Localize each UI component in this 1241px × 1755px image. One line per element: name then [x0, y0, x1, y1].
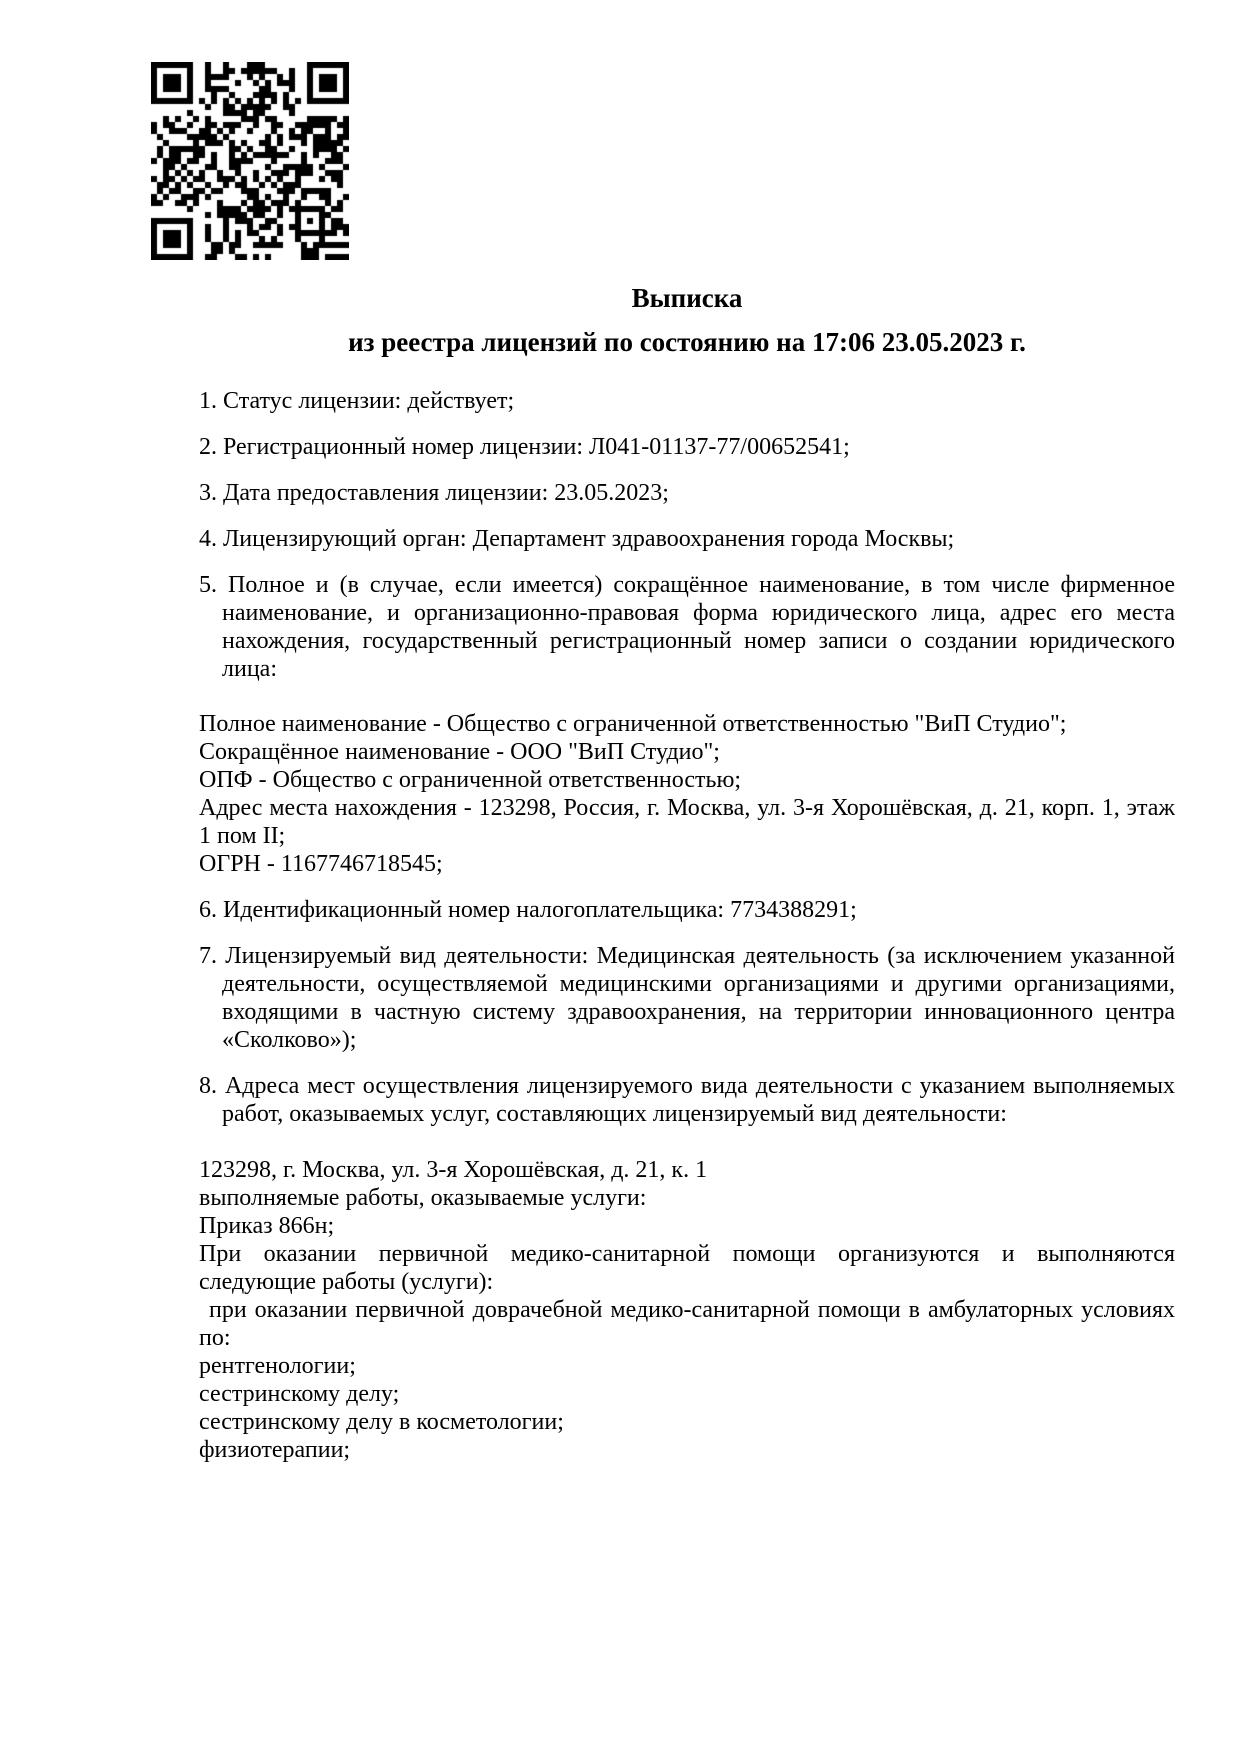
org-address: Адрес места нахождения - 123298, Россия, г. Москва, ул. 3-я Хорошёвская, д. 21, корп. 1, этаж 1 пом II; — [199, 795, 1175, 849]
item-text: Регистрационный номер лицензии: Л041-01137-77/00652541; — [223, 434, 850, 460]
org-legal-form: ОПФ - Общество с ограниченной ответственностью; — [199, 767, 742, 793]
license-item-authority — [199, 525, 1175, 553]
service-item-physiotherapy: физиотерапии; — [199, 1437, 351, 1463]
license-item-inn — [199, 896, 1175, 924]
order-866n: Приказ 866н; — [199, 1213, 335, 1239]
org-short-name: Сокращённое наименование - ООО "ВиП Студио"; — [199, 739, 720, 765]
item-number: 1. — [199, 388, 217, 414]
license-item-status — [199, 387, 1175, 415]
item-text: Полное и (в случае, если имеется) сокращённое наименование, в том числе фирменное наименование, и организационно-правовая форма юридического лица, адрес его места нахождения, государственный регистрационный номер записи о создании юридического лица: — [222, 572, 1176, 682]
item-text: Адреса мест осуществления лицензируемого вида деятельности с указанием выполняемых работ, оказываемых услуг, составляющих лицензируемый вид деятельности: — [222, 1073, 1175, 1127]
document-title: Выписка — [631, 283, 743, 313]
pre-medical-paragraph: при оказании первичной доврачебной медико-санитарной помощи в амбулаторных условиях по: — [199, 1297, 1175, 1351]
document-content — [199, 0, 1175, 1464]
activity-address: 123298, г. Москва, ул. 3-я Хорошёвская, д. 21, к. 1 — [199, 1157, 708, 1183]
service-item-radiology: рентгенологии; — [199, 1353, 356, 1379]
license-item-reg-number — [199, 433, 1175, 461]
document-subtitle: из реестра лицензий по состоянию на 17:06 23.05.2023 г. — [348, 327, 1026, 357]
item-number: 6. — [199, 897, 217, 923]
license-item-name-heading — [199, 571, 1175, 683]
license-item-grant-date — [199, 479, 1175, 507]
item-number: 8. — [199, 1073, 217, 1099]
org-ogrn: ОГРН - 1167746718545; — [199, 851, 443, 877]
item-text: Лицензируемый вид деятельности: Медицинская деятельность (за исключением указанной деятельности, осуществляемой медицинскими организациями и другими организациями, входящими в частную систему здравоохранения, на территории инновационного центра «Сколково»); — [222, 943, 1175, 1053]
service-item-nursing: сестринскому делу; — [199, 1381, 400, 1407]
item-number: 2. — [199, 434, 217, 460]
license-item-activity-type — [199, 942, 1175, 1054]
primary-care-paragraph: При оказании первичной медико-санитарной помощи организуются и выполняются следующие работы (услуги): — [199, 1241, 1175, 1295]
item-text: Идентификационный номер налогоплательщика: 7734388291; — [223, 897, 857, 923]
license-item-activity-addresses — [199, 1072, 1175, 1128]
service-item-nursing-cosmetology: сестринскому делу в косметологии; — [199, 1409, 564, 1435]
works-heading: выполняемые работы, оказываемые услуги: — [199, 1185, 647, 1211]
organization-block — [199, 710, 1175, 878]
item-text: Статус лицензии: действует; — [223, 388, 515, 414]
org-full-name: Полное наименование - Общество с ограниченной ответственностью "ВиП Студио"; — [199, 711, 1067, 737]
item-text: Дата предоставления лицензии: 23.05.2023; — [223, 480, 669, 506]
item-number: 7. — [199, 943, 217, 969]
activity-address-block — [199, 1156, 1175, 1464]
item-number: 5. — [199, 572, 217, 598]
item-text: Лицензирующий орган: Департамент здравоохранения города Москвы; — [223, 526, 955, 552]
item-number: 4. — [199, 526, 217, 552]
item-number: 3. — [199, 480, 217, 506]
